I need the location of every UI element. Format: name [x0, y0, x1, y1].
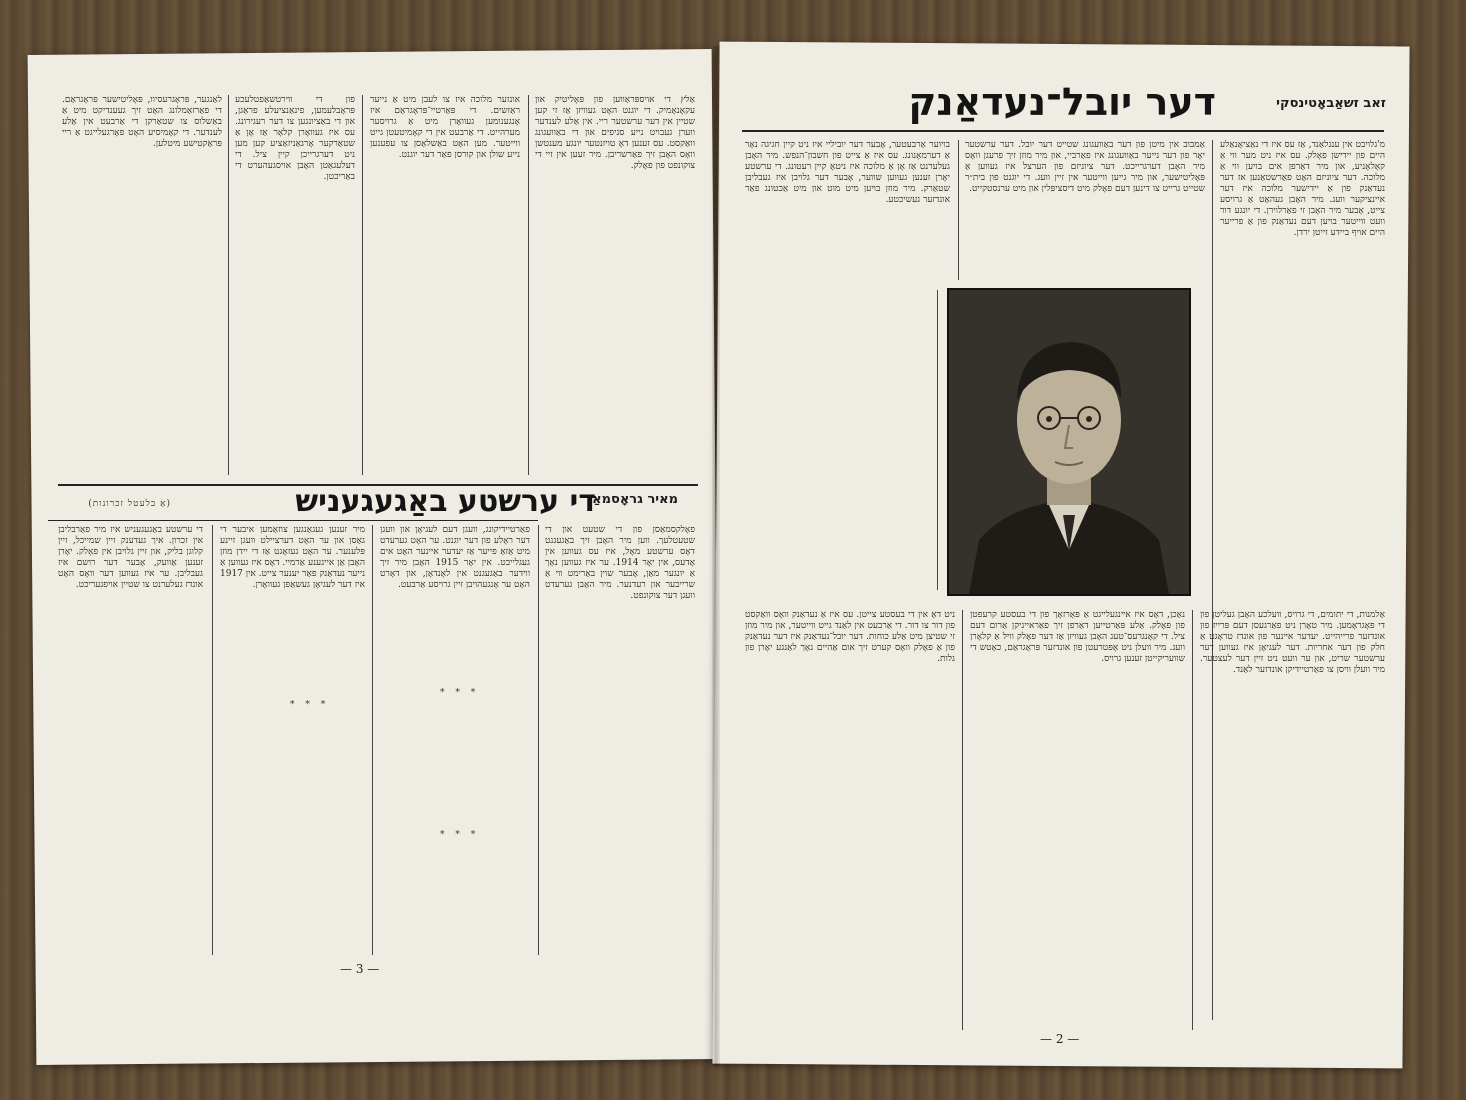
right-column-3	[745, 140, 950, 600]
column-text: בויוער אַרבעטער, אָבער דער יוביליי איז ניט קיין חגיגה נאָר אַ דערמאָנונג. עס איז אַ צייט פון חשבון־הנפש. מיר האָבן געלערנט אַז אָן אַ מלוכה איז ניטאָ קיין רעטונג. די ערשטע יאָרן זענען געווען שווער, אָבער דער גלויבן איז געבליבן שטאַרק. מיר מוזן בויען מיט מוט און מיט אַכטונג פאַר אונדזער געשיכטע.	[745, 140, 950, 205]
memoir-subtitle: (אַ בלעטל זכרונות)	[88, 499, 171, 509]
portrait-photo	[947, 288, 1191, 596]
column-divider	[372, 525, 373, 955]
column-text: פון די ווירטשאַפטלעכע פּראָבלעמען, פינאַנציעלע פראַגן, און די באַציונגען צו דער רעגירונג. עס איז געוואָרן קלאָר אַז אָן אַ שטאַרקער אָרגאַניזאַציע קען מען ניט דערגרייכן קיין ציל. די דעלעגאַטן האָבן אויסגעהערט די באַריכטן.	[235, 95, 355, 182]
left-top-column-1	[535, 95, 695, 475]
column-text: פאָלקסמאַסן פון די שטעט און די שטעטלעך. ווען מיר האָבן זיך באַגעגנט דאָס ערשטע מאָל, איז עס געווען אין אָדעס, אין יאָר 1914. ער איז געווען נאָך אַ יונגער מאַן, אָבער שוין באַרימט ווי אַ שרייבער און רעדנער. מיר האָבן גערעדט וועגן דער צוקונפט.	[545, 525, 695, 601]
column-text: ניט דאָ אין די בעסטע צייטן. עס איז אַ נעדאַנק וואָס וואַקסט פון דור צו דור. די אַרבעט אין לאַנד גייט ווייטער, און מיר מוזן זי שטיצן מיט אַלע כוחות. דער יובל־נעדאַנק איז דער נעדאַנק פון אַ פאָלק וואָס קערט זיך אום אַהיים נאָך לאַנגע יאָרן פון גלות.	[745, 610, 955, 664]
column-text: אונזער מלוכה איז צו לעבן מיט אַ נייער ראַזשים. די פּאַרטיי־פּראָגראַם איז אָנגענומען געוואָרן מיט אַ גרויסער מערהייט. די אַרבעט אין די קאָמיטעטן גייט ווייטער. מען האָט באַשלאָסן צו עפענען נייע שולן און קורסן פאַר דער יוגנט.	[370, 95, 520, 160]
section-break-stars: * * *	[440, 688, 480, 698]
portrait-illustration	[949, 290, 1189, 594]
right-headline: דער יובל־נעדאַנק	[908, 80, 1216, 124]
headline-underline	[742, 130, 1384, 132]
left-headline: די ערשטע באַגעגעניש	[295, 484, 596, 519]
left-lower-column-3	[220, 525, 365, 955]
right-lower-column-1	[1200, 610, 1385, 1030]
center-fold	[712, 46, 720, 1066]
column-text: מיר זענען געגאַנגען צוזאַמען איבער די גאַסן און ער האָט דערציילט וועגן זיינע פּלענער. ער האָט געזאָגט אַז די יידן מוזן האָבן אַן אייגענע אַרמיי. דאָס איז געווען אַ נייער נעדאַנק פאַר יענער צייט. אין 1917 איז דער לעגיאָן געשאַפן געוואָרן.	[220, 525, 365, 590]
right-lower-column-2	[970, 610, 1185, 1030]
left-lower-column-2	[380, 525, 530, 955]
column-text: די ערשטע באַגעגעניש איז מיר פאַרבליבן אין זכרון. איך געדענק זיין שמייכל, זיין קלוגן בליק, און זיין גלויבן אין פאָלק. יאָרן זענען אַוועק, אָבער דער רושם איז געבליבן. ער איז געווען דער וואָס האָט אונדז געלערנט צו שטיין אויפגעריכט.	[58, 525, 203, 590]
column-divider	[212, 525, 213, 955]
column-divider	[937, 290, 938, 590]
left-top-column-3	[235, 95, 355, 475]
column-text: אַמבוב אין מיטן פון דער באַוועגונג שטייט דער יובל. דער ערשטער יאָר פון דער נייער באַוועגונג איז פאַרביי, און מיר מוזן זיך פרעגן וואָס מיר האָבן דערגרייכט. דער ציוניזם פון הערצל איז געווען אַ פּאָליטישער, און מיר גייען ווייטער אין זיין וועג. די יוגנט פון בית״ר שטייט גרייט צו דינען דעם פאָלק מיט דיסציפּלין און מיט ערנסטקייט.	[965, 140, 1205, 194]
right-lower-column-3	[745, 610, 955, 1030]
column-divider	[228, 95, 229, 475]
page-number-right: — 2 —	[1040, 1032, 1080, 1046]
page-number-left: — 3 —	[340, 962, 380, 976]
left-top-column-2	[370, 95, 520, 475]
column-text: מ'גלויבט אין ענגלאַנד, אַז עס איז די נאַציאָנאַלע היים פון יידישן פאָלק. עס איז ניט מער ווי אַ קאָלאָניע, און מיר דאַרפן אים בויען ווי אַ מלוכה. דער ציוניזם האָט פאַרשטאַנען אז דער נעדאַנק פון אַ יידישער מלוכה איז דער איינציקער וועג. מיר האָבן געהאַט אַ גרויסע צייט, אָבער מיר האָבן זי פאַרלוירן. די יונגע דור וועט ווייטער בויען דעם נעדאַנק פון אַ פרייער היים אויף ביידע זייטן ירדן.	[1220, 140, 1385, 238]
left-lower-column-1	[545, 525, 695, 955]
column-divider	[1192, 610, 1193, 1030]
column-divider	[528, 95, 529, 475]
left-lower-column-4	[58, 525, 203, 955]
column-text: פאַרטיידיקונג, וועגן דעם לעגיאָן און וועגן דער ראָלע פון דער יוגנט. ער האָט גערעדט מיט אַזאַ פייער אַז יעדער איינער האָט אים געגלייבט. אין יאָר 1915 האָבן מיר זיך ווידער באַגעגנט אין לאָנדאָן, און דאָרט האָט ער אָנגעהויבן זיין גרויסע אַרבעט.	[380, 525, 530, 590]
section-break-stars: * * *	[440, 830, 480, 840]
right-column-1	[1220, 140, 1385, 600]
column-text: אַלמנות, די יתומים, די גרויס, וועלכע האָבן געליטן פון די פּאָגראָמען. מיר טאָרן ניט פאַרגעסן דעם פּרייז פון אונדזער פרייהייט. יעדער אײנער פון אונדז טראָגט אַ חלק פון דער אחריות. דער לעגיאָן איז געווען דער ערשטער שריט, און ער וועט ניט זיין דער לעצטער. מיר וועלן וויסן צו פאַרטיידיקן אונדזער לאַנד.	[1200, 610, 1385, 675]
column-text: לאַנגער, פּראָגרעסיוו, פּאָליטישער פּראָגראַם. די פאַרזאַמלונג האָט זיך געענדיקט מיט אַ באַשלוס צו שטאַרקן די אַרבעט אין אַלע לענדער. די קאָמיסיע האָט פאָרגעלייגט אַ ריי פּראַקטישע מיטלען.	[62, 95, 222, 149]
headline-underline	[48, 520, 538, 521]
column-divider	[362, 95, 363, 475]
column-text: אַלץ די אויספּראַווען פון פּאָליטיק און עקאָנאָמיק. די יוגנט האָט געוויזן אַז זי קען שטיין אין דער ערשטער ריי. אין אַלע לענדער ווערן געבויט נייע סניפים און די באַוועגונג וואַקסט. עס זענען דאָ טויזנטער יונגע מענטשן וואָס האָבן זיך פאַרשריבן. מיר זעען אין זיי די צוקונפט פון פאָלק.	[535, 95, 695, 171]
column-divider	[962, 610, 963, 1030]
right-byline: זאב זשאַבאָטינסקי	[1276, 96, 1386, 111]
left-byline: מאיר גראָסמאַן	[587, 492, 678, 507]
section-break-stars: * * *	[290, 700, 330, 710]
left-top-column-4	[62, 95, 222, 475]
column-divider	[538, 525, 539, 955]
right-column-2	[965, 140, 1205, 280]
column-text: נאַכן, דאָס איז אײנגעלײגט אַ פּאָרזאָך פון די בעסטע קרעפטן פון פאָלק. אַלע פּאַרטייען דאַרפן זיך פאַראייניקן אַרום דעם ציל. די קאָנגרעס־טעג האָבן געוויזן אַז דער פאָלק וויל אַ קלאָרן וועג. מיר וועלן ניט אָפּטרעטן פון אונדזער פּראָגראַם, כאָטש די שוועריקייטן זענען גרויס.	[970, 610, 1185, 664]
column-divider	[958, 140, 959, 280]
